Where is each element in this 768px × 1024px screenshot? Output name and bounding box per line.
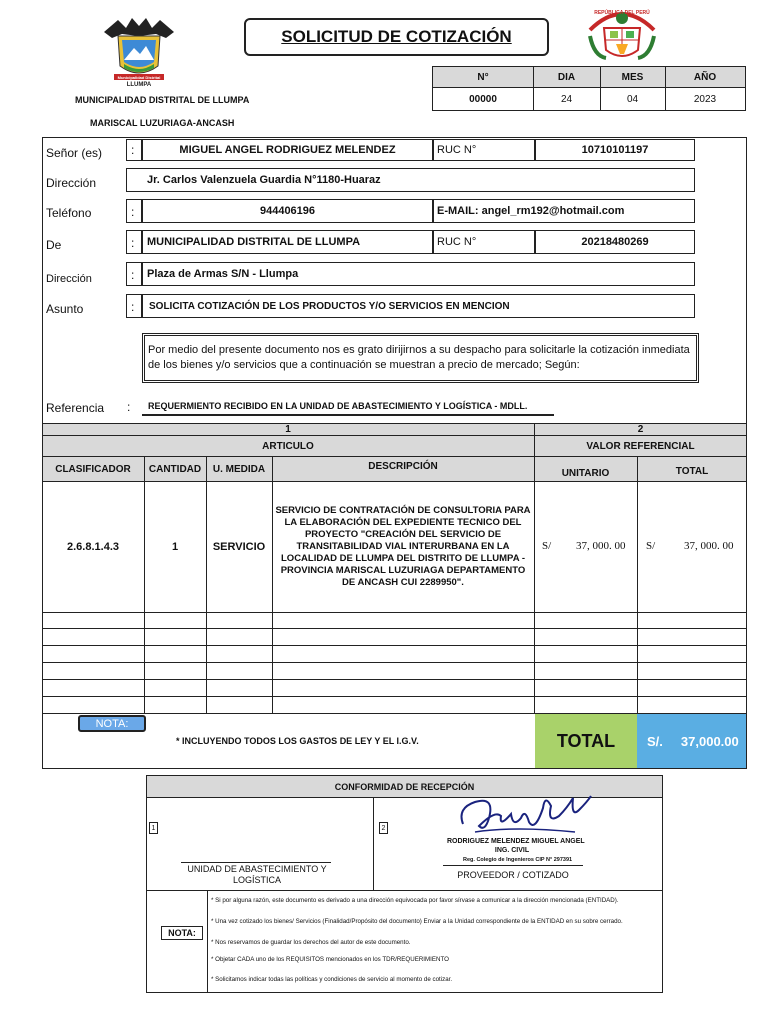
total-label [535, 714, 637, 768]
doc-dia-header: DIA [557, 71, 576, 83]
nota-badge [78, 715, 146, 732]
ruc-value-text: 10710101197 [581, 144, 649, 156]
telefono-label: Teléfono [46, 206, 92, 220]
ruc2-value [535, 230, 695, 254]
doc-anio-value: 2023 [693, 93, 717, 105]
group-num-2: 2 [637, 423, 644, 435]
conformidad-section [146, 775, 663, 993]
direccion2-value [142, 262, 695, 286]
doc-num-value: 00000 [469, 93, 497, 105]
senor-colon: : [131, 143, 135, 157]
peru-seal [584, 6, 660, 68]
notes-list [211, 897, 659, 990]
senor-label: Señor (es) [46, 146, 103, 160]
direccion-value [126, 168, 695, 192]
ruc-label-text: RUC N° [437, 144, 477, 156]
total-value-cell [637, 714, 746, 768]
direccion-value-text: Jr. Carlos Valenzuela Guardia N°1180-Huaraz [147, 174, 381, 186]
logo-caption: LLUMPA [126, 82, 152, 88]
col-total: TOTAL [675, 465, 709, 477]
telefono-colon: : [131, 205, 135, 219]
ruc2-label-text: RUC N° [437, 236, 477, 248]
de-colon: : [131, 236, 135, 250]
col-unidad: U. MEDIDA [212, 463, 266, 475]
doc-mes-header: MES [621, 71, 644, 83]
asunto-value [142, 294, 695, 318]
seal-text: REPÚBLICA DEL PERÚ [594, 10, 650, 16]
telefono-value [142, 199, 433, 223]
direccion2-value-text: Plaza de Armas S/N - Llumpa [147, 268, 299, 280]
ruc-value [535, 139, 695, 161]
box1-number-text: 1 [151, 824, 156, 832]
asunto-colon: : [131, 300, 135, 314]
row-descripcion [274, 482, 532, 612]
notes-label-text: NOTA: [168, 928, 196, 938]
municipal-logo [96, 14, 182, 90]
referencia-label: Referencia [46, 401, 105, 415]
col-cantidad: CANTIDAD [148, 463, 202, 475]
col-unitario: UNITARIO [561, 467, 610, 479]
doc-dia-value: 24 [560, 93, 573, 105]
referencia-value: REQUERMIENTO RECIBIDO EN LA UNIDAD DE ABASTECIMIENTO Y LOGÍSTICA - MDLL. [148, 401, 528, 411]
box1-number [149, 822, 158, 834]
municipality-location: MARISCAL LUZURIAGA-ANCASH [90, 118, 235, 128]
email-field [433, 199, 695, 223]
direccion-label: Dirección [46, 176, 97, 190]
direccion2-label: Dirección [46, 273, 92, 285]
logo-text: Municipalidad Distrital [117, 75, 161, 80]
page-title [244, 18, 549, 56]
row-unidad: SERVICIO [212, 541, 266, 553]
col-clasificador: CLASIFICADOR [55, 463, 131, 475]
page-title-text: SOLICITUD DE COTIZACIÓN [281, 27, 512, 46]
conformidad-title-text: CONFORMIDAD DE RECEPCIÓN [334, 781, 475, 792]
telefono-value-text: 944406196 [259, 205, 316, 217]
note-item: * Solicitamos indicar todas las políticas y condiciones de servicio al momento de cotizar. [211, 976, 453, 983]
box2-number-text: 2 [381, 824, 386, 832]
nota-text: * INCLUYENDO TODOS LOS GASTOS DE LEY Y EL I.G.V. [176, 736, 419, 746]
left-caption-2: LOGÍSTICA [232, 875, 281, 885]
ruc-label [433, 139, 535, 161]
stamp-title: ING. CIVIL [494, 847, 530, 854]
row-clasificador: 2.6.8.1.4.3 [67, 541, 119, 553]
nota-badge-text: NOTA: [95, 717, 129, 730]
col-descripcion: DESCRIPCIÓN [368, 460, 438, 472]
group-valor-referencial: VALOR REFERENCIAL [586, 440, 695, 452]
note-item: * Una vez cotizado los bienes/ Servicios (Finalidad/Propósito del documento) Enviar a la Unidad correspondiente de la ENTIDAD en su sobre cerrado. [211, 918, 623, 925]
doc-mes-value: 04 [626, 93, 639, 105]
note-item: * Nos reservamos de guardar los derechos del autor de este documento. [211, 939, 411, 946]
group-articulo: ARTICULO [262, 440, 314, 452]
direccion2-colon: : [131, 268, 135, 282]
row-descripcion-text: SERVICIO DE CONTRATACIÓN DE CONSULTORIA PARA LA ELABORACIÓN DEL EXPEDIENTE TECNICO DEL PROYECTO "CREACIÓN DEL SERVICIO DE TRANSITABILIDAD VIAL INTERURBANA EN LA LOCALIDAD DE LLUMPA DEL DISTRITO DE LLUMPA - PROVINCIA MARISCAL LUZURIAGA DEPARTAMENTO DE ANCASH CUI 2289950". [275, 505, 531, 588]
doc-number-table [432, 66, 746, 111]
de-value-text: MUNICIPALIDAD DISTRITAL DE LLUMPA [147, 236, 361, 248]
note-item: * Objetar CADA uno de los REQUISITOS mencionados en los TDR/REQUERIMIENTO [211, 956, 449, 963]
ruc2-label [433, 230, 535, 254]
total-label-text: TOTAL [556, 730, 616, 751]
doc-anio-header: AÑO [693, 71, 717, 83]
intro-box [142, 333, 699, 383]
intro-text: Por medio del presente documento nos es grato dirijirnos a su despacho para solicitarle la cotización inmediata de los bienes y/o servicios que a continuación se muestran a precio de mercado; Según: [148, 344, 690, 371]
total-value: 37,000.00 [680, 733, 739, 749]
row-unitario-currency: S/ [542, 540, 552, 552]
stamp-reg: Reg. Colegio de Ingenieros CIP N° 297391 [463, 857, 573, 863]
notes-label [161, 926, 203, 940]
row-cantidad: 1 [171, 541, 179, 553]
row-total-currency: S/ [646, 540, 656, 552]
note-item: * Si por alguna razón, este documento es derivado a una dirección equivocada por favor sírvase a comunicar a la dirección mencionada (ENTIDAD). [211, 897, 619, 904]
right-caption: PROVEEDOR / COTIZADO [457, 870, 569, 880]
email-text: E-MAIL: angel_rm192@hotmail.com [437, 205, 625, 217]
items-table [42, 423, 747, 769]
de-value [142, 230, 433, 254]
asunto-value-text: SOLICITA COTIZACIÓN DE LOS PRODUCTOS Y/O SERVICIOS EN MENCION [149, 300, 510, 312]
referencia-colon: : [127, 400, 131, 414]
asunto-label: Asunto [46, 302, 84, 316]
senor-value-text: MIGUEL ANGEL RODRIGUEZ MELENDEZ [179, 144, 396, 156]
row-total-value: 37, 000. 00 [684, 540, 734, 552]
ruc2-value-text: 20218480269 [581, 236, 649, 248]
municipality-name: MUNICIPALIDAD DISTRITAL DE LLUMPA [75, 95, 250, 105]
de-label: De [46, 238, 62, 252]
total-currency: S/. [647, 733, 663, 749]
doc-num-header: N° [477, 71, 489, 83]
row-unitario-value: 37, 000. 00 [576, 540, 626, 552]
senor-value [142, 139, 433, 161]
box2-number [379, 822, 388, 834]
left-caption-1: UNIDAD DE ABASTECIMIENTO Y [187, 864, 327, 874]
group-num-1: 1 [285, 423, 291, 435]
stamp-name: RODRIGUEZ MELENDEZ MIGUEL ANGEL [447, 838, 585, 845]
